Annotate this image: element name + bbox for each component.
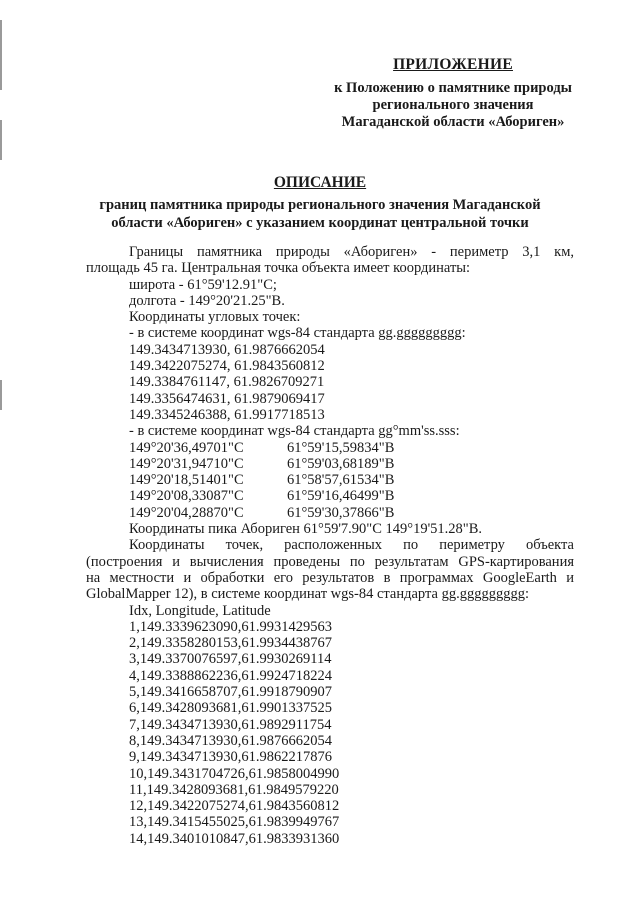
intro-line: площадь 45 га. Центральная точка объекта имеет координаты: — [86, 260, 471, 277]
description-line: области «Абориген» с указанием координат центральной точки — [111, 215, 529, 231]
appendix-line: к Положению о памятнике природы — [334, 80, 572, 96]
perimeter-line: GlobalMapper 12), в системе координат wgs-84 стандарта gg.ggggggggg: — [86, 586, 529, 603]
description-title: ОПИСАНИЕ — [273, 174, 367, 191]
scan-edge-mark — [0, 120, 2, 160]
perimeter-line: на местности и обработки его результатов в программах GoogleEarth и — [86, 569, 574, 586]
perimeter-point: 5,149.3416658707,61.9918790907 — [129, 684, 332, 701]
perimeter-point: 7,149.3434713930,61.9892911754 — [129, 716, 332, 733]
description-body — [86, 244, 574, 847]
corner-dms-lat: 61°59'15,59834"В — [287, 439, 395, 456]
perimeter-line: Координаты точек, расположенных по периметру объекта — [129, 537, 574, 554]
intro-line: Границы памятника природы «Абориген» - периметр 3,1 км, — [129, 244, 574, 260]
corner-points-title: Координаты угловых точек: — [129, 309, 301, 326]
perimeter-point: 1,149.3339623090,61.9931429563 — [129, 618, 332, 635]
center-latitude: широта - 61°59'12.91"С; — [129, 276, 277, 293]
corner-dms-lon: 149°20'36,49701"С — [129, 439, 244, 456]
corner-decimal: 149.3434713930, 61.9876662054 — [129, 341, 325, 358]
dms-system-title: - в системе координат wgs-84 стандарта gg°mm'ss.sss: — [129, 423, 460, 440]
corner-decimal: 149.3345246388, 61.9917718513 — [129, 406, 325, 423]
center-longitude: долгота - 149°20'21.25"В. — [129, 292, 285, 309]
perimeter-point: 11,149.3428093681,61.9849579220 — [129, 781, 339, 798]
perimeter-point: 12,149.3422075274,61.9843560812 — [129, 798, 340, 815]
perimeter-line: (построения и вычисления проведены по результатам GPS-картирования — [86, 553, 574, 570]
corner-dms-lat: 61°59'16,46499"В — [287, 488, 395, 505]
perimeter-point: 2,149.3358280153,61.9934438767 — [129, 635, 332, 652]
corner-dms-row — [129, 440, 574, 456]
description-heading — [0, 174, 640, 232]
corner-dms-row — [129, 505, 574, 521]
perimeter-points-list — [86, 619, 574, 847]
corner-dms-lon: 149°20'08,33087"С — [129, 488, 244, 505]
corners-dms-list — [86, 440, 574, 521]
perimeter-point: 9,149.3434713930,61.9862217876 — [129, 749, 332, 766]
perimeter-point: 8,149.3434713930,61.9876662054 — [129, 732, 332, 749]
perimeter-point: 3,149.3370076597,61.9930269114 — [129, 651, 332, 668]
corner-dms-lat: 61°59'30,37866"В — [287, 504, 395, 521]
perimeter-point: 10,149.3431704726,61.9858004990 — [129, 765, 340, 782]
corner-dms-lat: 61°59'03,68189"В — [287, 455, 395, 472]
peak-coordinates: Координаты пика Абориген 61°59'7.90"С 149°19'51.28"В. — [129, 521, 483, 538]
corner-decimal: 149.3356474631, 61.9879069417 — [129, 390, 325, 407]
decimal-system-title: - в системе координат wgs-84 стандарта gg.ggggggggg: — [129, 325, 466, 342]
appendix-line: регионального значения — [372, 97, 534, 113]
corners-decimal-list — [86, 342, 574, 423]
points-header: Idx, Longitude, Latitude — [129, 602, 271, 619]
perimeter-point: 6,149.3428093681,61.9901337525 — [129, 700, 332, 717]
corner-dms-lat: 61°58'57,61534"В — [287, 472, 395, 489]
perimeter-point: 4,149.3388862236,61.9924718224 — [129, 667, 332, 684]
scan-edge-mark — [0, 20, 2, 90]
corner-dms-lon: 149°20'04,28870"С — [129, 504, 244, 521]
perimeter-point: 14,149.3401010847,61.9833931360 — [129, 830, 340, 847]
corner-decimal: 149.3422075274, 61.9843560812 — [129, 358, 325, 375]
appendix-line: Магаданской области «Абориген» — [341, 114, 565, 130]
corner-dms-lon: 149°20'31,94710"С — [129, 455, 244, 472]
appendix-title: ПРИЛОЖЕНИЕ — [393, 56, 513, 73]
corner-dms-row — [129, 488, 574, 504]
perimeter-point: 13,149.3415455025,61.9839949767 — [129, 814, 340, 831]
description-line: границ памятника природы регионального значения Магаданской — [99, 197, 541, 213]
corner-dms-row — [129, 456, 574, 472]
scan-edge-mark — [0, 380, 2, 410]
appendix-block — [334, 56, 572, 131]
corner-decimal: 149.3384761147, 61.9826709271 — [129, 374, 325, 391]
corner-dms-row — [129, 472, 574, 488]
corner-dms-lon: 149°20'18,51401"С — [129, 472, 244, 489]
